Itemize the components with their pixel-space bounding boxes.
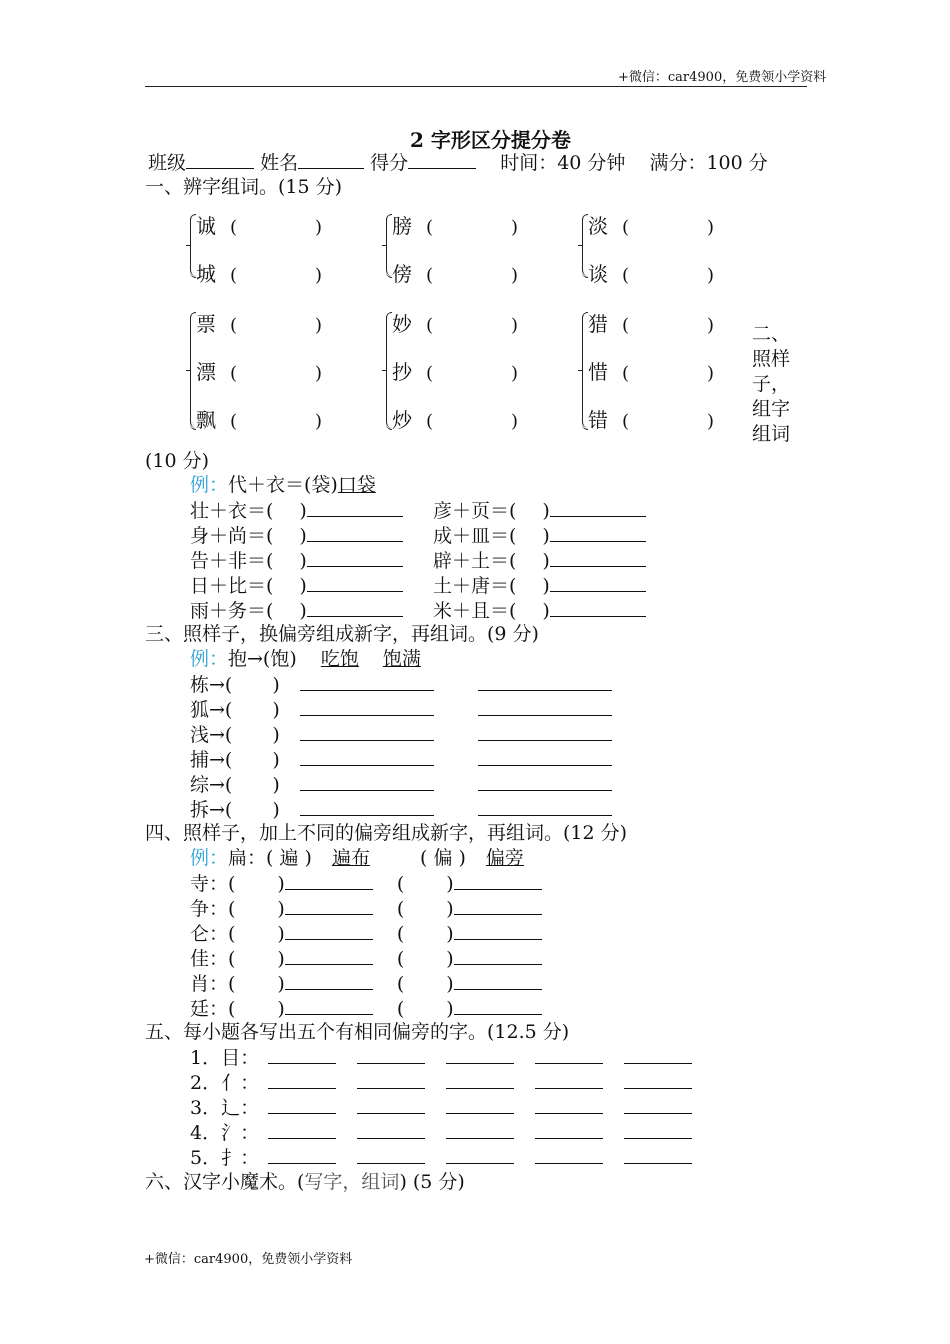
word-blank[interactable]	[300, 722, 434, 741]
paren-close: )	[272, 749, 280, 771]
paren-close: )	[315, 265, 323, 286]
compose-row	[433, 548, 646, 573]
group-char: 诚	[196, 214, 216, 238]
char-blank[interactable]	[446, 1120, 514, 1139]
add-radical-base: 争：(	[190, 898, 236, 920]
paren-close: )	[277, 948, 285, 970]
radical-row	[190, 1045, 713, 1070]
paren-close: )	[542, 500, 550, 522]
group-char: 错	[588, 408, 608, 432]
word-blank[interactable]	[478, 697, 612, 716]
char-blank[interactable]	[357, 1095, 425, 1114]
radical-swap-start: 浅→(	[190, 724, 233, 746]
compose-equation: 米＋且＝(	[433, 600, 517, 622]
paren-close: )	[707, 265, 715, 286]
paren-open: (	[622, 217, 630, 238]
group-char: 膀	[392, 214, 412, 238]
compose-equation: 壮＋衣＝(	[190, 500, 274, 522]
paren-close: )	[446, 898, 454, 920]
paren-close: )	[446, 873, 454, 895]
word-blank[interactable]	[454, 946, 542, 965]
radical-label: 2．亻：	[190, 1072, 260, 1094]
paren-open: (	[396, 923, 405, 945]
section6-heading-main: 六、汉字小魔术。(	[145, 1171, 305, 1193]
paren-open: (	[396, 948, 405, 970]
word-blank[interactable]	[307, 573, 403, 592]
paren-open: (	[426, 217, 434, 238]
score-blank[interactable]	[408, 150, 476, 169]
paren-close: )	[315, 217, 323, 238]
word-blank[interactable]	[454, 971, 542, 990]
header-note: +微信：car4900，免费领小学资料	[618, 70, 827, 85]
paren-open: (	[230, 265, 238, 286]
word-blank[interactable]	[300, 797, 434, 816]
word-blank[interactable]	[285, 971, 373, 990]
word-group-row	[392, 404, 518, 433]
footer-note: +微信：car4900，免费领小学资料	[144, 1252, 353, 1267]
char-blank[interactable]	[268, 1145, 336, 1164]
char-blank[interactable]	[357, 1145, 425, 1164]
section2-heading-line: 组词	[752, 423, 791, 445]
example-base: 扁：	[228, 847, 267, 869]
word-blank[interactable]	[300, 697, 434, 716]
compose-row	[190, 498, 403, 523]
paren-close: )	[542, 550, 550, 572]
add-radical-row	[190, 946, 542, 971]
add-radical-base: 廷：(	[190, 998, 236, 1020]
paren-close: )	[511, 411, 519, 432]
word-group-row	[392, 308, 518, 337]
word-blank[interactable]	[307, 523, 403, 542]
word-group-row	[588, 356, 714, 385]
compose-row	[190, 598, 403, 623]
group-char: 抄	[392, 360, 412, 384]
radical-swap-row	[190, 697, 612, 722]
section2-heading-line: 子，	[752, 373, 791, 395]
word-blank[interactable]	[454, 921, 542, 940]
radical-label: 4．氵：	[190, 1122, 260, 1144]
word-blank[interactable]	[478, 722, 612, 741]
add-radical-base: 肖：(	[190, 973, 236, 995]
radical-swap-start: 狐→(	[190, 699, 233, 721]
word-blank[interactable]	[285, 996, 373, 1015]
paren-close: )	[315, 315, 323, 336]
paren-close: )	[511, 363, 519, 384]
paren-open: (	[426, 315, 434, 336]
paren-close: )	[511, 265, 519, 286]
compose-row	[433, 498, 646, 523]
score-label: 得分	[370, 152, 409, 174]
compose-equation: 辟＋土＝(	[433, 550, 517, 572]
word-blank[interactable]	[478, 772, 612, 791]
name-blank[interactable]	[298, 150, 364, 169]
radical-swap-row	[190, 772, 612, 797]
compose-row	[433, 598, 646, 623]
word-group-row	[196, 404, 322, 433]
paren-open: (	[230, 411, 238, 432]
char-blank[interactable]	[446, 1095, 514, 1114]
paren-open: (	[396, 973, 405, 995]
word-blank[interactable]	[478, 747, 612, 766]
paren-open: (	[622, 363, 630, 384]
word-blank[interactable]	[478, 672, 612, 691]
add-radical-row	[190, 921, 542, 946]
paren-close: )	[542, 600, 550, 622]
example-char: ( 偏 )	[420, 847, 466, 869]
word-group-row	[588, 404, 714, 433]
word-blank[interactable]	[300, 747, 434, 766]
group-char: 票	[196, 312, 216, 336]
word-blank[interactable]	[307, 598, 403, 617]
group-char: 妙	[392, 312, 412, 336]
radical-swap-start: 综→(	[190, 774, 233, 796]
section6-heading-end: ) (5 分)	[399, 1171, 465, 1193]
radical-swap-row	[190, 672, 612, 697]
word-blank[interactable]	[478, 797, 612, 816]
add-radical-row	[190, 971, 542, 996]
group-char: 傍	[392, 262, 412, 286]
paren-close: )	[272, 699, 280, 721]
group-char: 淡	[588, 214, 608, 238]
paren-close: )	[315, 411, 323, 432]
compose-equation: 彦＋页＝(	[433, 500, 517, 522]
char-blank[interactable]	[446, 1045, 514, 1064]
full-score-label: 满分：100 分	[649, 152, 768, 174]
section2-score: (10 分)	[145, 450, 210, 472]
word-blank[interactable]	[550, 498, 646, 517]
group-char: 漂	[196, 360, 216, 384]
word-group-row	[196, 258, 322, 287]
paren-close: )	[446, 973, 454, 995]
word-group-row	[588, 258, 714, 287]
paren-close: )	[272, 724, 280, 746]
word-group-row	[588, 308, 714, 337]
paren-open: (	[426, 363, 434, 384]
radical-swap-start: 捕→(	[190, 749, 233, 771]
char-blank[interactable]	[357, 1070, 425, 1089]
paren-close: )	[299, 600, 307, 622]
paren-close: )	[542, 575, 550, 597]
paren-close: )	[277, 998, 285, 1020]
paren-open: (	[622, 265, 630, 286]
paren-close: )	[511, 315, 519, 336]
radical-label: 1．目：	[190, 1047, 260, 1069]
group-char: 猎	[588, 312, 608, 336]
example-char: ( 遍 )	[266, 847, 312, 869]
paren-close: )	[446, 923, 454, 945]
word-group-row	[392, 356, 518, 385]
word-blank[interactable]	[550, 548, 646, 567]
paren-open: (	[396, 873, 405, 895]
info-line	[148, 150, 768, 175]
section6-heading	[145, 1170, 465, 1194]
page-title: 2 字形区分提分卷	[410, 128, 571, 152]
char-blank[interactable]	[624, 1095, 692, 1114]
section2-heading-line: 组字	[752, 398, 791, 420]
radical-swap-start: 栋→(	[190, 674, 233, 696]
section2-heading-line: 二、	[752, 323, 791, 345]
word-blank[interactable]	[454, 871, 542, 890]
word-blank[interactable]	[300, 772, 434, 791]
add-radical-base: 寺：(	[190, 873, 236, 895]
section3-heading: 三、照样子，换偏旁组成新字，再组词。(9 分)	[145, 623, 539, 645]
radical-swap-row	[190, 797, 612, 822]
char-blank[interactable]	[624, 1145, 692, 1164]
add-radical-base: 佳：(	[190, 948, 236, 970]
word-group-row	[196, 210, 322, 239]
char-blank[interactable]	[535, 1120, 603, 1139]
paren-close: )	[315, 363, 323, 384]
char-blank[interactable]	[535, 1070, 603, 1089]
compose-equation: 雨＋务＝(	[190, 600, 274, 622]
example-word: 饱满	[382, 648, 421, 670]
char-blank[interactable]	[624, 1070, 692, 1089]
class-blank[interactable]	[186, 150, 254, 169]
paren-open: (	[426, 265, 434, 286]
radical-row	[190, 1120, 713, 1145]
example-word: 偏旁	[485, 847, 524, 869]
paren-close: )	[511, 217, 519, 238]
word-blank[interactable]	[454, 896, 542, 915]
radical-row	[190, 1145, 713, 1170]
radical-swap-start: 拆→(	[190, 799, 233, 821]
paren-close: )	[299, 575, 307, 597]
paren-close: )	[277, 873, 285, 895]
paren-open: (	[622, 315, 630, 336]
section3-example	[190, 647, 421, 671]
paren-close: )	[277, 923, 285, 945]
add-radical-row	[190, 996, 542, 1021]
example-label: 例：	[190, 648, 229, 670]
section4-heading: 四、照样子，加上不同的偏旁组成新字，再组词。(12 分)	[145, 822, 628, 844]
radical-swap-row	[190, 747, 612, 772]
word-blank[interactable]	[550, 573, 646, 592]
header-rule	[145, 86, 807, 87]
paren-close: )	[299, 550, 307, 572]
char-blank[interactable]	[535, 1045, 603, 1064]
char-blank[interactable]	[268, 1120, 336, 1139]
example-equation: 代＋衣＝(袋)	[228, 474, 338, 496]
word-blank[interactable]	[285, 946, 373, 965]
compose-row	[433, 523, 646, 548]
compose-row	[190, 523, 403, 548]
char-blank[interactable]	[268, 1070, 336, 1089]
paren-close: )	[272, 799, 280, 821]
section2-heading-vertical	[752, 322, 806, 447]
section2-example	[190, 473, 376, 497]
paren-open: (	[426, 411, 434, 432]
example-word: 口袋	[337, 474, 376, 496]
paren-close: )	[272, 674, 280, 696]
add-radical-row	[190, 896, 542, 921]
group-char: 城	[196, 262, 216, 286]
char-blank[interactable]	[446, 1070, 514, 1089]
word-group-row	[196, 308, 322, 337]
example-label: 例：	[190, 474, 229, 496]
char-blank[interactable]	[446, 1145, 514, 1164]
word-blank[interactable]	[285, 921, 373, 940]
compose-equation: 告＋非＝(	[190, 550, 274, 572]
compose-equation: 日＋比＝(	[190, 575, 274, 597]
char-blank[interactable]	[535, 1095, 603, 1114]
section4-example	[190, 846, 542, 870]
word-group-row	[588, 210, 714, 239]
word-blank[interactable]	[300, 672, 434, 691]
compose-equation: 土＋唐＝(	[433, 575, 517, 597]
word-blank[interactable]	[550, 523, 646, 542]
group-char: 惜	[588, 360, 608, 384]
compose-row	[433, 573, 646, 598]
example-label: 例：	[190, 847, 229, 869]
compose-equation: 身＋尚＝(	[190, 525, 274, 547]
add-radical-row	[190, 871, 542, 896]
word-blank[interactable]	[285, 871, 373, 890]
radical-label: 5．扌：	[190, 1147, 260, 1169]
paren-close: )	[299, 525, 307, 547]
section5-heading: 五、每小题各写出五个有相同偏旁的字。(12.5 分)	[145, 1021, 570, 1043]
paren-open: (	[396, 898, 405, 920]
char-blank[interactable]	[268, 1045, 336, 1064]
example-word: 遍布	[331, 847, 370, 869]
paren-close: )	[542, 525, 550, 547]
add-radical-base: 仑：(	[190, 923, 236, 945]
radical-row	[190, 1070, 713, 1095]
time-label: 时间：40 分钟	[500, 152, 626, 174]
compose-equation: 成＋皿＝(	[433, 525, 517, 547]
paren-open: (	[230, 363, 238, 384]
word-blank[interactable]	[307, 498, 403, 517]
word-group-row	[392, 210, 518, 239]
paren-close: )	[707, 217, 715, 238]
paren-close: )	[446, 998, 454, 1020]
radical-row	[190, 1095, 713, 1120]
word-blank[interactable]	[454, 996, 542, 1015]
char-blank[interactable]	[268, 1095, 336, 1114]
paren-open: (	[230, 315, 238, 336]
paren-close: )	[707, 363, 715, 384]
section1-heading: 一、辨字组词。(15 分)	[145, 176, 343, 198]
paren-close: )	[707, 315, 715, 336]
example-word: 吃饱	[320, 648, 359, 670]
paren-close: )	[277, 973, 285, 995]
class-label: 班级	[148, 152, 187, 174]
compose-row	[190, 548, 403, 573]
group-char: 炒	[392, 408, 412, 432]
word-group-row	[196, 356, 322, 385]
char-blank[interactable]	[357, 1045, 425, 1064]
paren-close: )	[272, 774, 280, 796]
paren-open: (	[622, 411, 630, 432]
group-char: 飘	[196, 408, 216, 432]
radical-swap-row	[190, 722, 612, 747]
group-char: 谈	[588, 262, 608, 286]
paren-close: )	[277, 898, 285, 920]
paren-close: )	[299, 500, 307, 522]
word-blank[interactable]	[307, 548, 403, 567]
paren-close: )	[446, 948, 454, 970]
char-blank[interactable]	[357, 1120, 425, 1139]
char-blank[interactable]	[624, 1045, 692, 1064]
radical-label: 3．辶：	[190, 1097, 260, 1119]
paren-close: )	[707, 411, 715, 432]
paren-open: (	[230, 217, 238, 238]
paren-open: (	[396, 998, 405, 1020]
compose-row	[190, 573, 403, 598]
example-start: 抱→(饱)	[228, 648, 297, 670]
word-blank[interactable]	[285, 896, 373, 915]
section2-heading-line: 照样	[752, 348, 791, 370]
char-blank[interactable]	[624, 1120, 692, 1139]
name-label: 姓名	[260, 152, 299, 174]
char-blank[interactable]	[535, 1145, 603, 1164]
section6-heading-note: 写字，组词	[304, 1171, 400, 1193]
word-group-row	[392, 258, 518, 287]
word-blank[interactable]	[550, 598, 646, 617]
